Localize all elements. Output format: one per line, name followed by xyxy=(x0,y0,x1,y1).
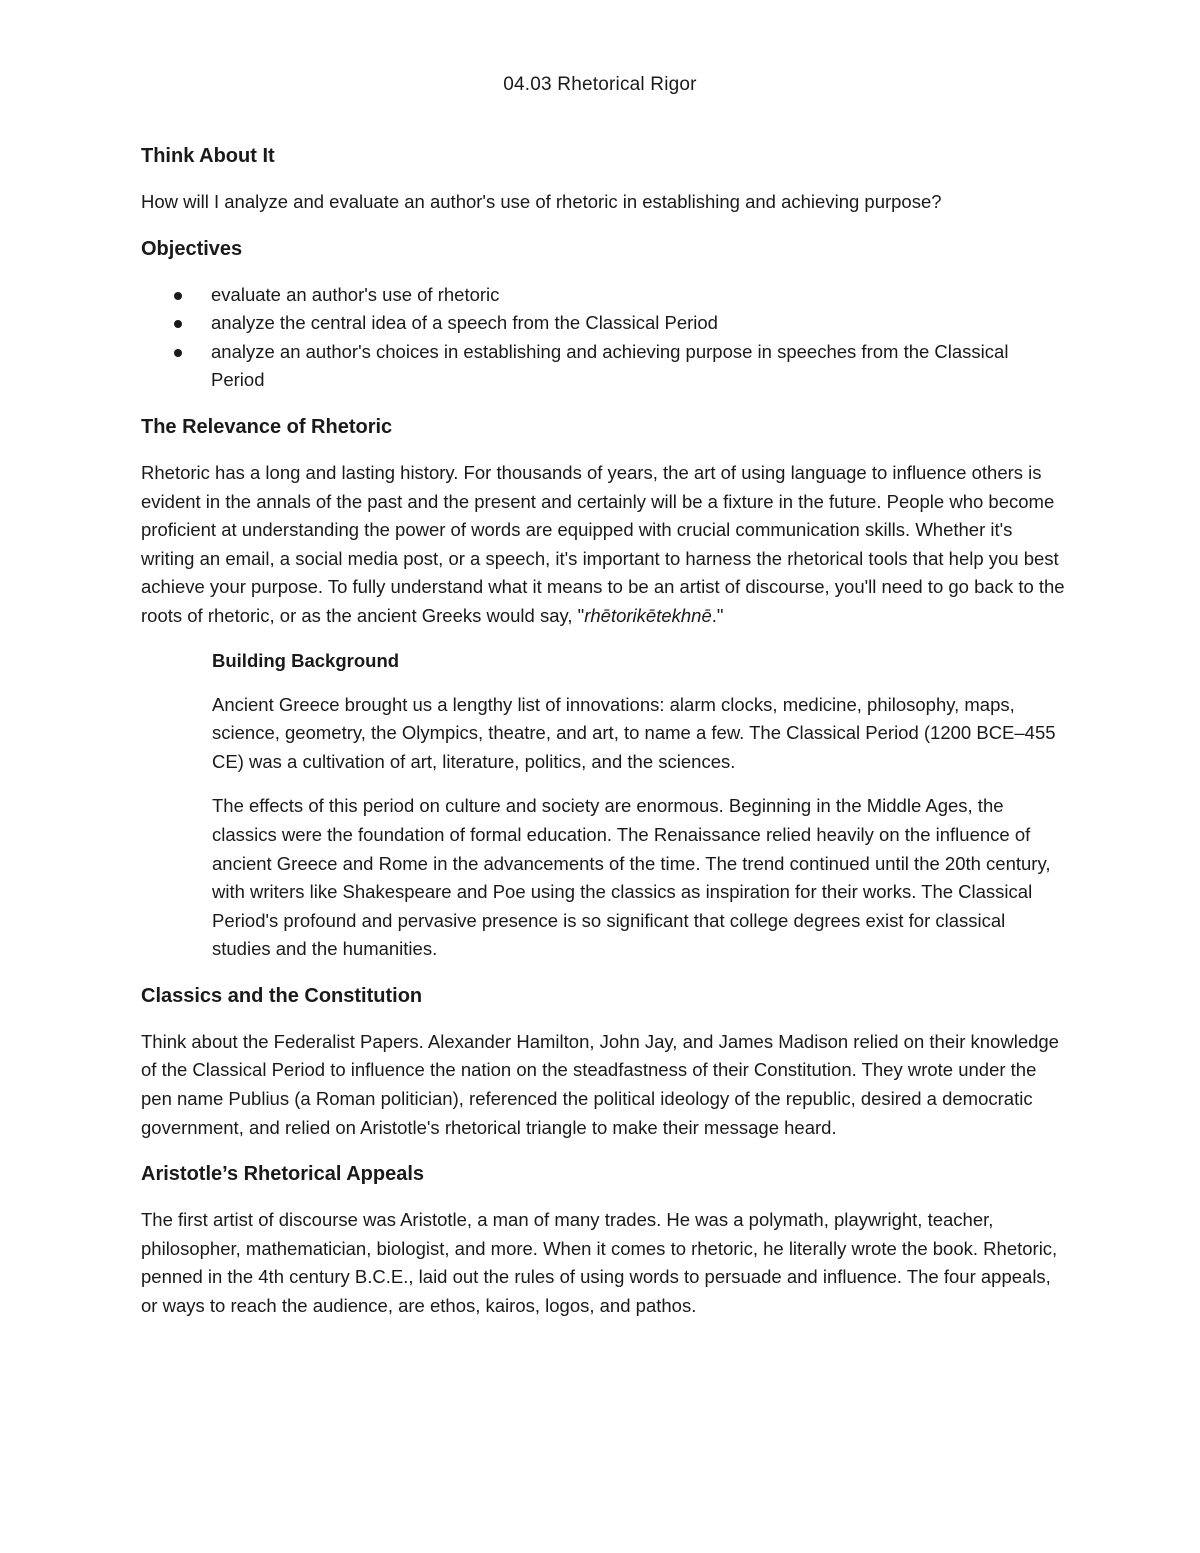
bullet-icon xyxy=(174,349,182,357)
relevance-text-end: ." xyxy=(711,604,724,626)
section-heading-classics-constitution: Classics and the Constitution xyxy=(141,984,423,1007)
section-heading-aristotle: Aristotle’s Rhetorical Appeals xyxy=(141,1163,425,1186)
building-background-paragraph-1: Ancient Greece brought us a lengthy list of innovations: alarm clocks, medicine, philosophy, maps, science, geometry, the Olympics, theatre, and art, to name a few. The Classical Period (1200 BCE–455 CE) was a cultivation of art, literature, politics, and the sciences. xyxy=(212,693,1056,772)
objective-text: analyze an author's choices in establishing and achieving purpose in speeches from the Classical Period xyxy=(211,340,1009,391)
building-background-paragraph-2: The effects of this period on culture and society are enormous. Beginning in the Middle Ages, the classics were the foundation of formal education. The Renaissance relied heavily on the influence of ancient Greece and Rome in the advancements of the time. The trend continued until the 20th century, with writers like Shakespeare and Poe using the classics as inspiration for their works. The Classical Period's profound and pervasive presence is so significant that college degrees exist for classical studies and the humanities. xyxy=(212,795,1051,960)
relevance-paragraph xyxy=(141,459,1066,631)
objective-item xyxy=(141,281,1066,310)
greek-term: rhētorikētekhnē xyxy=(584,604,712,626)
objective-item xyxy=(141,309,1066,338)
building-background-heading: Building Background xyxy=(212,649,400,671)
building-background-block xyxy=(141,647,1066,964)
relevance-text: Rhetoric has a long and lasting history. For thousands of years, the art of using language to influence others is evident in the annals of the past and the present and certainly will be a fixture in the future. People who become proficient at understanding the power of words are equipped with crucial communication skills. Whether it's writing an email, a social media post, or a speech, it's important to harness the rhetorical tools that help you best achieve your purpose. To fully understand what it means to be an artist of discourse, you'll need to go back to the roots of rhetoric, or as the ancient Greeks would say, " xyxy=(141,461,1065,626)
bullet-icon xyxy=(174,320,182,328)
section-heading-relevance: The Relevance of Rhetoric xyxy=(141,415,393,438)
bullet-icon xyxy=(174,292,182,300)
document-body xyxy=(141,140,1066,1321)
think-about-it-question: How will I analyze and evaluate an author's use of rhetoric in establishing and achieving purpose? xyxy=(141,191,942,212)
aristotle-paragraph: The first artist of discourse was Aristotle, a man of many trades. He was a polymath, playwright, teacher, philosopher, mathematician, biologist, and more. When it comes to rhetoric, he literally wrote the book. Rhetoric, penned in the 4th century B.C.E., laid out the rules of using words to persuade and influence. The four appeals, or ways to reach the audience, are ethos, kairos, logos, and pathos. xyxy=(141,1209,1058,1317)
classics-constitution-paragraph: Think about the Federalist Papers. Alexander Hamilton, John Jay, and James Madison relied on their knowledge of the Classical Period to influence the nation on the steadfastness of their Constitution. They wrote under the pen name Publius (a Roman politician), referenced the political ideology of the republic, desired a democratic government, and relied on Aristotle's rhetorical triangle to make their message heard. xyxy=(141,1030,1059,1138)
objective-text: analyze the central idea of a speech from the Classical Period xyxy=(211,312,718,334)
section-heading-think-about-it: Think About It xyxy=(141,145,275,167)
objectives-list xyxy=(141,281,1066,395)
document-title: 04.03 Rhetorical Rigor xyxy=(503,74,697,95)
section-heading-objectives: Objectives xyxy=(141,237,243,260)
objective-item xyxy=(141,338,1066,395)
objective-text: evaluate an author's use of rhetoric xyxy=(211,283,500,305)
